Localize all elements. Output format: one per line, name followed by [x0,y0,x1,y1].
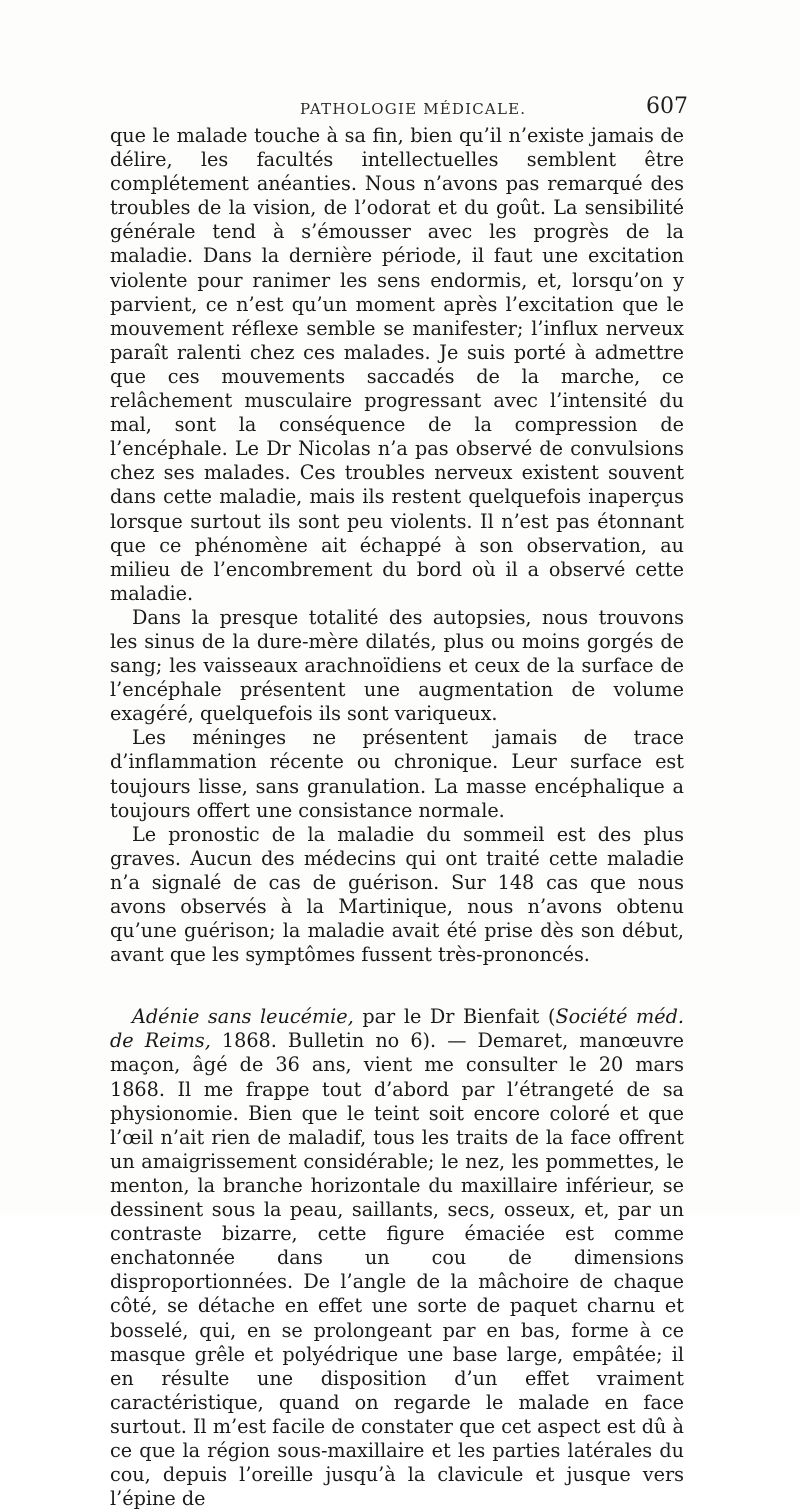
section-gap [110,967,684,1005]
paragraph-meninges: Les méninges ne présentent jamais de trace d’inflammation récente ou chronique. Leur surface est toujours lisse, sans granulation. La masse encéphalique a toujours offert une consistance normale. [110,726,684,822]
case-author: par le Dr Bienfait ( [353,1005,556,1029]
case-source: Société méd. de Reims, [110,1005,684,1053]
case-subject: Adénie sans leucémie, [132,1005,354,1029]
case-text: 1868. Bulletin no 6). — Demaret, manœuvre maçon, âgé de 36 ans, vient me consulter le 20 mars 1868. Il me frappe tout d’abord par l’étrangeté de sa physionomie. Bien que le teint soit encore coloré et que l’œil n’ait rien de maladif, tous les traits de la face offrent un amaigrissement considérable; le nez, les pommettes, le menton, la branche horizontale du maxillaire inférieur, se dessinent sous la peau, saillants, secs, osseux, et, par un contraste bizarre, cette figure émaciée est comme enchatonnée dans un cou de dimensions disproportionnées. De l’angle de la mâchoire de chaque côté, se détache en effet une sorte de paquet charnu et bosselé, qui, en se prolongeant par en bas, forme à ce masque grêle et polyédrique une base large, empâtée; il en résulte une disposition d’un effet vraiment caractéristique, quand on regarde le malade en face surtout. Il m’est facile de constater que cet aspect est dû à ce que la région sous-maxillaire et les parties latérales du cou, depuis l’oreille jusqu’à la clavicule et jusque vers l’épine de [110,1029,684,1511]
page-header [110,96,688,124]
paragraph-continuation: que le malade touche à sa fin, bien qu’il n’existe jamais de délire, les facultés intellectuelles semblent être complétement anéanties. Nous n’avons pas remarqué des troubles de la vision, de l’odorat et du goût. La sensibilité générale tend à s’émousser avec les progrès de la maladie. Dans la dernière période, il faut une excitation violente pour ranimer les sens endormis, et, lorsqu’on y parvient, ce n’est qu’un moment après l’excitation que le mouvement réflexe semble se manifester; l’influx nerveux paraît ralenti chez ces malades. Je suis porté à admettre que ces mouvements saccadés de la marche, ce relâchement musculaire progressant avec l’intensité du mal, sont la conséquence de la compression de l’encéphale. Le Dr Nicolas n’a pas observé de convulsions chez ses malades. Ces troubles nerveux existent souvent dans cette maladie, mais ils restent quelquefois inaperçus lorsque surtout ils sont peu violents. Il n’est pas étonnant que ce phénomène ait échappé à son observation, au milieu de l’encombrement du bord où il a observé cette maladie. [110,124,684,605]
case-entry [110,1005,684,1511]
body-text [110,124,684,1511]
page-number: 607 [646,94,688,119]
running-title: PATHOLOGIE MÉDICALE. [300,100,527,118]
paragraph-autopsies: Dans la presque totalité des autopsies, nous trouvons les sinus de la dure-mère dilatés, plus ou moins gorgés de sang; les vaisseaux arachnoïdiens et ceux de la surface de l’encéphale présentent une augmentation de volume exagéré, quelquefois ils sont variqueux. [110,605,684,726]
paragraph-prognosis: Le pronostic de la maladie du sommeil est des plus graves. Aucun des médecins qui ont traité cette maladie n’a signalé de cas de guérison. Sur 148 cas que nous avons observés à la Martinique, nous n’avons obtenu qu’une guérison; la maladie avait été prise dès son début, avant que les symptômes fussent très-prononcés. [110,822,684,967]
